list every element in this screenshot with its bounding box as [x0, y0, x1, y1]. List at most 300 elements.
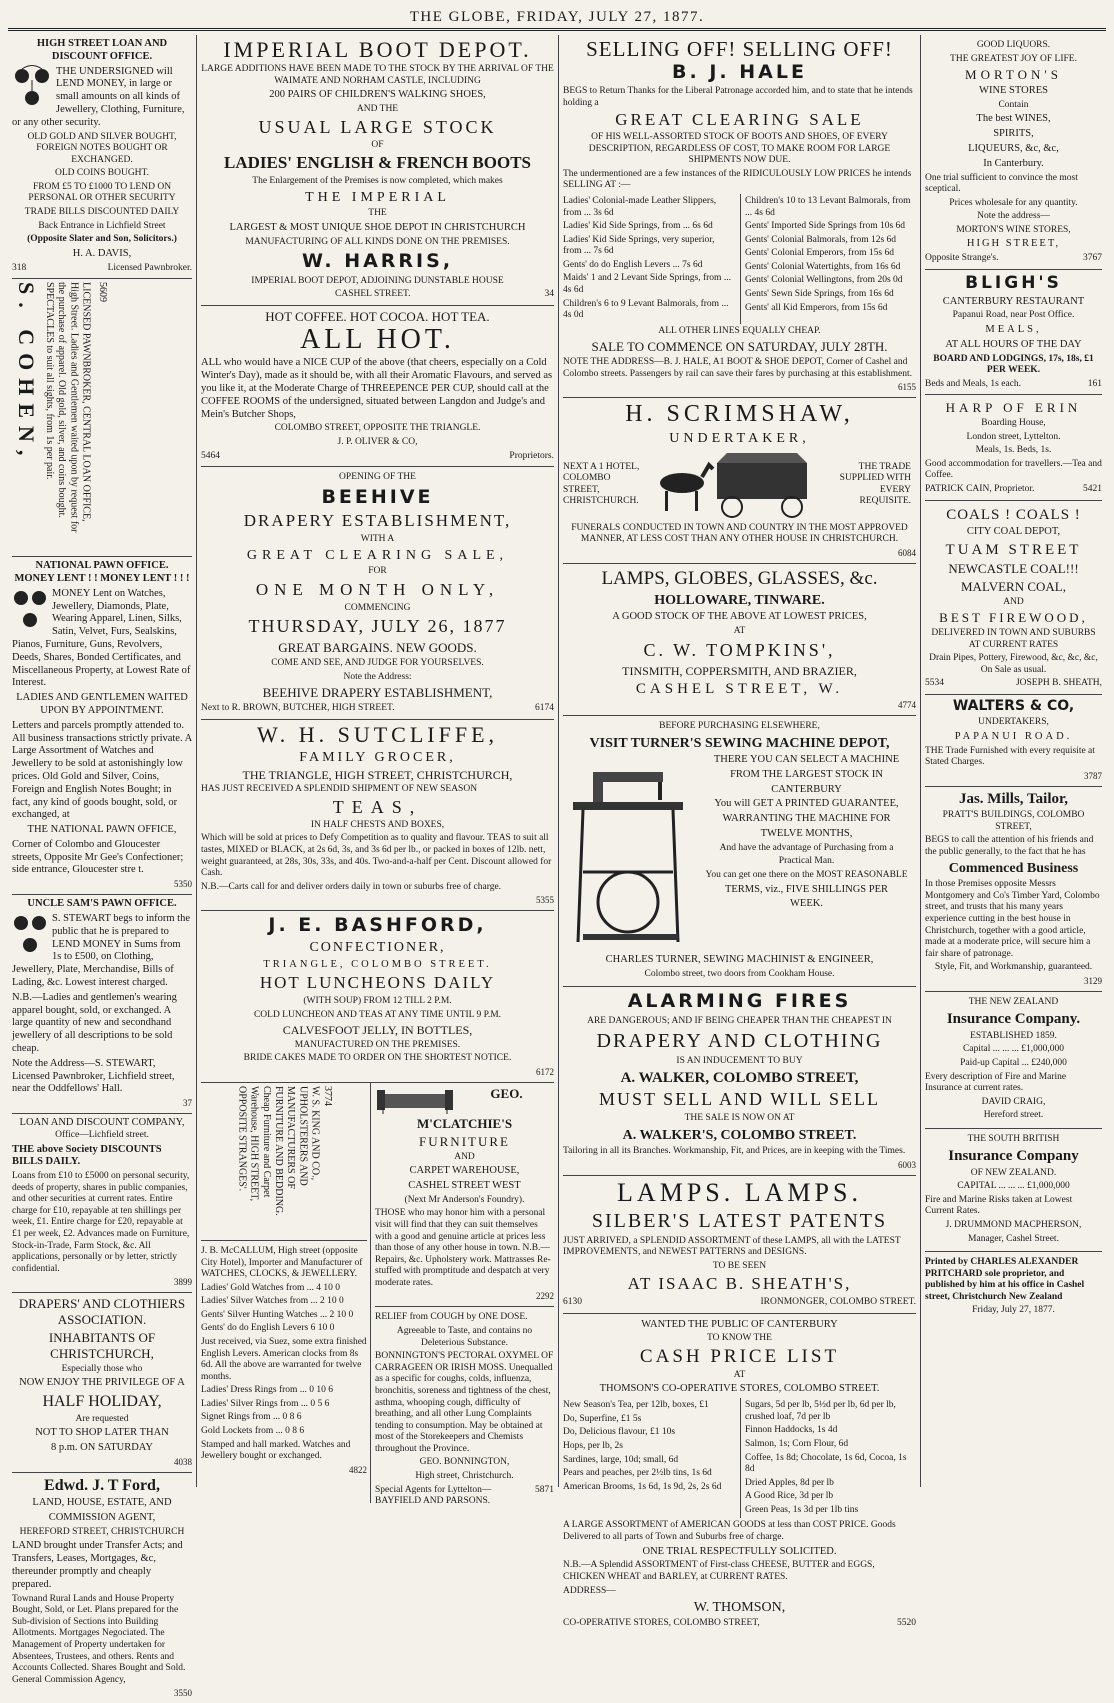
ad-thomson [563, 1314, 916, 1634]
ad-line: AND [454, 1151, 475, 1162]
ad-line: FROM £5 TO £1000 TO LEND ON PERSONAL OR OTHER SECURITY [28, 181, 176, 204]
ad-number: 5520 [897, 1618, 916, 1629]
price-row: Ladies' Dress Rings from ... 0 10 6 [201, 1385, 334, 1396]
price-row: Salmon, 1s; Corn Flour, 6d [745, 1439, 849, 1450]
ad-walker [563, 987, 916, 1175]
ad-line: WEEK. [790, 898, 823, 910]
ad-body: NOTE THE ADDRESS—B. J. HALE, A1 BOOT & SHOE DEPOT, Corner of Cashel and Colombo streets. Passengers by rail can save their fares by purchasing at this establishment. [563, 357, 913, 379]
price-list-left [563, 1398, 734, 1518]
price-row: Gents' Imported Side Springs from 10s 6d [745, 221, 906, 232]
ad-name: GEO. M'CLATCHIE'S [416, 1085, 523, 1131]
ad-line: NOT TO SHOP LATER THAN [35, 1427, 169, 1439]
price-row: Sardines, large, 10d; small, 6d [563, 1454, 679, 1465]
ad-body: N.B.—Ladies and gentlemen's wearing apparel bought, sold, or exchanged. A large quantity of new and secondhand jewellery of all descriptions to be sold cheap. [12, 991, 177, 1055]
ad-title: ALL HOT. [300, 323, 455, 355]
ad-line: HEREFORD STREET, CHRISTCHURCH [19, 1526, 185, 1537]
ad-line: IN HALF CHESTS AND BOXES, [310, 819, 445, 830]
ad-name: H. A. DAVIS, [72, 247, 132, 259]
ad-line: A. WALKER'S, COLOMBO STREET. [622, 1127, 857, 1143]
ad-line: Prices wholesale for any quantity. [949, 197, 1078, 208]
ad-line: TERMS, viz., FIVE SHILLINGS PER [724, 883, 889, 895]
ad-line: OF HIS WELL-ASSORTED STOCK OF BOOTS AND SHOES, OF EVERY DESCRIPTION, REGARDLESS OF COST, TO MAKE ROOM FOR LARGE SHIPMENTS NOW DUE. [588, 132, 891, 166]
imprint-date: Friday, July 27, 1877. [972, 1305, 1055, 1316]
masthead: THE GLOBE, FRIDAY, JULY 27, 1877. [8, 6, 1106, 31]
ad-harp-of-erin [925, 395, 1102, 500]
right-sub-column [371, 1083, 554, 1507]
ad-number: 5355 [536, 895, 554, 906]
ad-name: HARP OF ERIN [945, 400, 1082, 416]
ad-line: THE [368, 208, 387, 219]
ad-line: COME AND SEE, AND JUDGE FOR YOURSELVES. [271, 657, 484, 668]
ad-line: The best WINES, [976, 113, 1051, 125]
ad-subtitle: MONEY LENT ! ! MONEY LENT ! ! ! [14, 572, 190, 584]
ad-line: THOMSON'S CO-OPERATIVE STORES, COLOMBO STREET. [599, 1383, 880, 1395]
price-row: Do, Delicious flavour, £1 10s [563, 1427, 676, 1438]
ad-south-british [925, 1129, 1102, 1252]
ad-name: GEO. BONNINGTON, [419, 1457, 510, 1468]
ad-address: IRONMONGER, COLOMBO STREET. [760, 1297, 916, 1308]
ad-line: CONFECTIONER, [309, 940, 446, 956]
ad-line: Agreeable to Taste, and contains no Deleterious Substance. [396, 1326, 533, 1348]
ad-line: MUST SELL AND WILL SELL [599, 1089, 880, 1110]
ad-name: W. THOMSON, [693, 1600, 786, 1616]
ad-line: TEAS, [332, 797, 423, 818]
ad-line: FOR [368, 566, 387, 577]
price-row: Ladies' Kid Side Springs, very superior, from ... 7s 6d [563, 234, 715, 257]
ad-line: OF [371, 139, 384, 150]
ad-line: MORTON'S [965, 67, 1062, 83]
price-row: Gents' Colonial Emperors, from 15s 6d [745, 248, 894, 259]
ad-body: MONEY Lent on Watches, Jewellery, Diamonds, Plate, Wearing Apparel, Linen, Silks, Satin, Velvet, Furs, Sealskins, Pianos, Furniture, Guns, Revolvers, Deeds, Shares, Bonded Certificates, and Miscellaneous Property, at Lowest Rate of Interest. [12, 587, 191, 689]
ad-number: 5464 [201, 450, 220, 461]
ad-line: The undermentioned are a few instances of the RIDICULOUSLY LOW PRICES he intends SELLING AT :— [563, 168, 912, 191]
ad-line: A. WALKER, COLOMBO STREET, [620, 1070, 859, 1087]
ad-line: DRAPERY ESTABLISHMENT, [243, 510, 512, 530]
ad-body: LICENSED PAWNBROKER, CENTRAL LOAN OFFICE, High Street. Ladies and Gentlemen waited upon by request for the purchase of apparel. Old gold, silver, and coins bought. SPECTACLES to suit all sights, from 1s per pair. [44, 282, 92, 533]
ad-address: Manager, Cashel Street. [968, 1233, 1059, 1244]
ad-line: ESTABLISHED 1859. [970, 1030, 1057, 1041]
ad-line: You will GET A PRINTED GUARANTEE, [714, 798, 899, 810]
ad-line: HIGH STREET, [966, 238, 1061, 250]
ad-line: BEEHIVE DRAPERY ESTABLISHMENT, [262, 685, 493, 701]
ad-subtitle: Office—Lichfield street. [55, 1129, 149, 1140]
ad-line: Meals, 1s. Beds, 1s. [975, 445, 1052, 456]
ad-line: CARPET WAREHOUSE, [409, 1165, 520, 1177]
ad-line: CASHEL STREET, W. [635, 681, 844, 698]
ad-line: HAS JUST RECEIVED A SPLENDID SHIPMENT OF NEW SEASON [201, 784, 478, 795]
ad-line: THE IMPERIAL [305, 190, 450, 206]
ad-name: Edwd. J. T Ford, [44, 1476, 160, 1494]
ad-line: MORTON'S WINE STORES, [956, 224, 1071, 235]
ad-line: BEFORE PURCHASING ELSEWHERE, [659, 721, 820, 732]
ad-number: 5350 [174, 879, 192, 890]
ad-body: THE Trade Furnished with every requisite at Stated Charges. [925, 745, 1095, 768]
ad-line: Opposite Strange's. [925, 253, 999, 264]
ad-line: TUAM STREET [945, 541, 1082, 558]
sofa-illustration-icon [375, 1086, 455, 1116]
price-row: Ladies' Silver Rings from ... 0 5 6 [201, 1398, 330, 1409]
ad-line: AND [1003, 596, 1024, 607]
ad-line: OPENING OF THE [339, 472, 416, 483]
ad-body: Which will be sold at prices to Defy Competition as to quality and flavour. TEAS to suit all tastes, MIXED or BLACK, at 2s 6d, 3s, and 3s 6d per lb., or packed in boxes of 12lb. nett, weight guaranteed, at 28s, 30s, 33s, and 40s. Two-and-a-half per Cent. Discount allowed for Cash. [201, 833, 552, 879]
ad-line: AT ALL HOURS OF THE DAY [945, 338, 1082, 350]
ad-title: LAMPS. LAMPS. [617, 1177, 862, 1207]
ad-line: BEST FIREWOOD, [939, 610, 1088, 626]
ad-line: PRATT'S BUILDINGS, COLOMBO STREET, [942, 809, 1085, 832]
ad-line: ALL OTHER LINES EQUALLY CHEAP. [658, 325, 821, 336]
ad-line: AT ISAAC B. SHEATH'S, [627, 1274, 852, 1294]
ad-line: (Opposite Slater and Son, Solicitors.) [27, 234, 177, 245]
imprint-text: Printed by CHARLES ALEXANDER PRITCHARD sole proprietor, and published by him at his office in Cashel street, Christchurch New Zealand [925, 1257, 1085, 1302]
pawnbroker-balls-icon [12, 66, 52, 112]
ad-name: J. P. OLIVER & CO, [337, 436, 418, 447]
ad-name: J. E. BASHFORD, [268, 914, 487, 937]
ad-line: WITH A [360, 533, 395, 544]
ad-turner [563, 716, 916, 987]
price-row: Signet Rings from ... 0 8 6 [201, 1412, 302, 1423]
ad-mortons [925, 35, 1102, 270]
ad-number: 2292 [536, 1291, 554, 1302]
ad-number: 4774 [898, 700, 916, 711]
ad-line: UNDERTAKERS, [978, 717, 1049, 728]
ad-line: GREAT CLEARING SALE, [246, 548, 509, 564]
ad-nz-insurance [925, 992, 1102, 1129]
ad-drapers [12, 1293, 192, 1472]
ad-line: CANTERBURY RESTAURANT [942, 295, 1085, 307]
ad-line: 200 PAIRS OF CHILDREN'S WALKING SHOES, [269, 89, 486, 101]
pawnbroker-balls-icon [12, 588, 48, 632]
ad-line: NEXT A 1 HOTEL, COLOMBO STREET, CHRISTCHURCH. [563, 461, 640, 507]
column-1 [8, 35, 196, 1699]
ad-line: COMMISSION AGENT, [48, 1512, 156, 1524]
price-row: Ladies' Colonial-made Leather Slippers, from ... 3s 6d [563, 196, 717, 218]
ad-address: Hereford street. [983, 1110, 1044, 1121]
ad-line: LADIES AND GENTLEMEN WAITED UPON BY APPOINTMENT. [16, 692, 188, 716]
ad-number: 6084 [898, 547, 916, 558]
ad-line: TRIANGLE, COLOMBO STREET. [263, 958, 492, 970]
hearse-illustration-icon [647, 449, 827, 521]
ad-title: COALS ! COALS ! [946, 506, 1081, 523]
ad-address: Note the Address—S. STEWART, Licensed Pawnbroker, Lichfield street, near the Oddfellows' Hall. [12, 1057, 175, 1095]
ad-line: FURNITURE [419, 1133, 510, 1149]
ad-body: Tailoring in all its Branches. Workmanship, Fit, and Prices, are in keeping with the Times. [563, 1146, 906, 1157]
ad-line: Beds and Meals, 1s each. [925, 378, 1022, 389]
ad-address: CO-OPERATIVE STORES, COLOMBO STREET, [563, 1618, 760, 1629]
price-row: American Brooms, 1s 6d, 1s 9d, 2s, 2s 6d [563, 1481, 722, 1492]
ad-address: High street, Christchurch. [415, 1470, 514, 1481]
price-list [563, 194, 916, 324]
ad-name: W. HARRIS, [301, 250, 454, 273]
ad-number: 4822 [349, 1464, 367, 1475]
ad-high-street-loan [12, 35, 192, 279]
ad-name: Insurance Company [948, 1148, 1079, 1165]
ad-uncle-sams [12, 895, 192, 1114]
ad-line: TO BE SEEN [712, 1260, 767, 1271]
ad-bonnington [375, 1307, 554, 1511]
ad-body: W. S. KING AND CO., UPHOLSTERERS AND MANUFACTURERS OF FURNITURE AND BEDDING. Cheap Furniture and Carpet Warehouse, HIGH STREET, OPPOSITE STRANGES'. [236, 1085, 321, 1216]
ad-line: SPIRITS, [993, 128, 1034, 140]
ad-body: Stamped and hall marked. Watches and Jewellery bought or exchanged. [201, 1439, 351, 1462]
ad-line: And have the advantage of Purchasing from a [719, 842, 894, 853]
ad-name: BLIGH'S [965, 272, 1062, 293]
ad-line: UNDERTAKER, [669, 430, 810, 446]
ad-line: Good accommodation for travellers.—Tea and Coffee. [925, 458, 1102, 481]
ad-line: WARRANTING THE MACHINE FOR [722, 813, 891, 825]
ad-body: N.B.—Carts call for and deliver orders daily in town or suburbs free of charge. [201, 881, 502, 892]
ad-title: UNCLE SAM'S PAWN OFFICE. [27, 898, 177, 910]
ad-mcclatchie [375, 1083, 554, 1307]
ad-number: 5534 [925, 678, 944, 689]
ad-line: MANUFACTURING OF ALL KINDS DONE ON THE PREMISES. [245, 236, 510, 247]
ad-number: 5421 [1083, 484, 1102, 495]
ad-mccallum [201, 1241, 367, 1480]
ad-body: BONNINGTON'S PECTORAL OXYMEL OF CARRAGEEN OR IRISH MOSS. Unequalled as a specific for coughs, colds, influenza, bronchitis, soreness and tightness of the chest, asthma, whooping cough, difficulty of breathing, and all other Lung Complaints tending to consumption. May be obtained at most of the Storekeepers and Chemists throughout the Province. [375, 1351, 554, 1454]
ad-line: TINSMITH, COPPERSMITH, AND BRAZIER, [622, 663, 857, 678]
ad-line: NEWCASTLE COAL!!! [948, 561, 1079, 576]
ad-address: COLOMBO STREET, OPPOSITE THE TRIANGLE. [274, 423, 481, 434]
ad-title: DRAPERS' AND CLOTHIERS ASSOCIATION. [18, 1296, 186, 1328]
ad-body: N.B.—A Splendid ASSORTMENT of First-class CHEESE, BUTTER and EGGS, CHICKEN WHEAT and BARLEY, at CURRENT RATES. [563, 1560, 875, 1583]
ad-signature: J. DRUMMOND MACPHERSON, [945, 1220, 1082, 1231]
ad-name: C. W. TOMPKINS', [643, 639, 836, 660]
ad-line: Back Entrance in Lichfield Street [38, 220, 166, 231]
ad-cohen [12, 279, 192, 557]
ad-body: ALL who would have a NICE CUP of the above (that cheers, especially on a Cold Winter's Day), made as it should be, with all their Aromatic Flavours, and served as you like it, at the Moderate Charge of THREEPENCE PER CUP, should call at the COFFEE ROOMS of the undersigned, situated between Langdon and Judge's and Mein's Butcher Shops, [201, 357, 553, 420]
ad-line: One trial sufficient to convince the most sceptical. [925, 172, 1078, 195]
price-row: Pears and peaches, per 2½lb tins, 1s 6d [563, 1468, 712, 1479]
ad-line: TO KNOW THE [707, 1333, 772, 1344]
ad-number: 4038 [174, 1456, 192, 1467]
price-row: Sugars, 5d per lb, 5½d per lb, 6d per lb, crushed loaf, 7d per lb [745, 1400, 896, 1422]
printer-imprint [925, 1252, 1102, 1317]
ad-name: S. COHEN, [13, 282, 39, 464]
ad-signature: CHARLES TURNER, SEWING MACHINIST & ENGINEER, [605, 954, 874, 966]
ad-line: BOARD AND LODGINGS, 17s, 18s, £1 PER WEEK. [933, 353, 1094, 376]
ad-name: W. H. SUTCLIFFE, [256, 721, 499, 747]
ad-line: Papanui Road, near Post Office. [952, 310, 1075, 321]
ad-name: H. SCRIMSHAW, [625, 401, 854, 428]
ad-body: BEGS to Return Thanks for the Liberal Patronage accorded him, and to state that he intends holding a [563, 86, 913, 108]
ad-line: London street, Lyttelton. [966, 431, 1061, 442]
ad-line: WANTED THE PUBLIC OF CANTERBURY [641, 1318, 838, 1330]
ad-body: THOSE who may honor him with a personal visit will find that they can suit themselves with a good and genuine article at prices less than those of any other house in town. N.B.—Repairs, &c. Upholstery work. Mattrasses Re-stuffed with promptitude and despatch at very moderate rates. [375, 1208, 551, 1288]
ad-tompkins [563, 564, 916, 716]
sewing-machine-illustration-icon [563, 752, 693, 952]
ad-line: Note the address— [977, 211, 1050, 222]
ad-body: Every description of Fire and Marine Insurance at current rates. [925, 1071, 1067, 1094]
ad-line: LADIES' ENGLISH & FRENCH BOOTS [223, 153, 531, 173]
price-row: Gents' Colonial Wellingtons, from 20s 0d [745, 275, 903, 286]
price-row: Gents' Silver Hunting Watches ... 2 10 0 [201, 1309, 354, 1320]
column-3 [558, 35, 920, 1629]
ad-all-hot [201, 306, 554, 467]
ad-head: THE above Society DISCOUNTS BILLS DAILY. [12, 1143, 162, 1168]
ad-body: Just received, via Suez, some extra finished English Levers. American clocks from 8s 6d. All the above are warranted for twelve months. [201, 1337, 367, 1382]
price-list-right [740, 194, 916, 324]
ad-line: TRADE BILLS DISCOUNTED DAILY [24, 207, 180, 218]
ad-city-coal [925, 501, 1102, 695]
price-row: Children's 6 to 9 Levant Balmorals, from ... 4s 0d [563, 298, 729, 321]
price-row: Coffee, 1s 8d; Chocolate, 1s 6d, Cocoa, 1s 8d [745, 1452, 907, 1475]
ad-name: B. J. HALE [672, 61, 807, 84]
ad-line: HALF HOLIDAY, [42, 1393, 162, 1411]
ad-line: FAMILY GROCER, [299, 749, 456, 765]
ad-signature: DAVID CRAIG, [981, 1096, 1046, 1107]
ad-line: DRAPERY AND CLOTHING [596, 1030, 883, 1053]
column-2 [196, 35, 558, 1507]
ad-title: HIGH STREET LOAN AND DISCOUNT OFFICE. [36, 38, 168, 62]
ad-line: DELIVERED IN TOWN AND SUBURBS AT CURRENT RATES [931, 628, 1096, 650]
ad-body [697, 752, 916, 952]
ad-line: (WITH SOUP) FROM 12 TILL 2 P.M. [303, 996, 452, 1007]
ad-line: ARE DANGEROUS; AND IF BEING CHEAPER THAN THE CHEAPEST IN [587, 1015, 892, 1026]
ad-number: 5609 [96, 282, 108, 303]
ad-number: 37 [183, 1098, 192, 1109]
ad-line: SILBER'S LATEST PATENTS [591, 1210, 888, 1233]
ad-body: J. B. McCALLUM, High street (opposite City Hotel), Importer and Manufacturer of WATCHES, CLOCKS, & JEWELLERY. [201, 1245, 363, 1280]
price-row: Gold Lockets from ... 0 8 6 [201, 1426, 305, 1437]
ad-number: 34 [544, 289, 554, 300]
ad-body: THE UNDERSIGNED will LEND MONEY, in large or small amounts on all kinds of Jewellery, Clothing, Furniture, or any other security. [12, 65, 185, 128]
ad-title: VISIT TURNER'S SEWING MACHINE DEPOT, [589, 735, 890, 751]
price-row: Ladies' Silver Watches from ... 2 10 0 [201, 1296, 344, 1307]
ad-line: THE NEW ZEALAND [968, 996, 1059, 1007]
ad-signature: Licensed Pawnbroker. [107, 262, 192, 273]
ad-ford [12, 1473, 192, 1703]
ad-imperial-boot [201, 35, 554, 306]
ad-head: RELIEF from COUGH by ONE DOSE. [375, 1312, 528, 1323]
price-row: Hops, per lb, 2s [563, 1441, 623, 1452]
ad-number: 3899 [174, 1277, 192, 1288]
ad-body: FUNERALS CONDUCTED IN TOWN AND COUNTRY IN THE MOST APPROVED MANNER, AT LESS COST THAN ANY OTHER HOUSE IN CHRISTCHURCH. [571, 522, 908, 545]
ad-walters [925, 695, 1102, 787]
ad-line: AT [733, 625, 746, 636]
price-list-left [563, 194, 734, 324]
ad-title: LOAN AND DISCOUNT COMPANY, [19, 1117, 185, 1129]
ad-line: A GOOD STOCK OF THE ABOVE AT LOWEST PRICES, [612, 611, 867, 623]
price-row: Gents' Colonial Watertights, from 16s 6d [745, 261, 901, 272]
ad-line: Especially those who [61, 1363, 143, 1374]
ad-line: Commenced Business [948, 861, 1079, 877]
ad-line: Are requested [75, 1413, 129, 1424]
ad-scrimshaw [563, 398, 916, 564]
ad-number: 318 [12, 262, 27, 273]
price-list [563, 1398, 916, 1518]
ad-line: ONE TRIAL RESPECTFULLY SOLICITED. [642, 1545, 837, 1557]
ad-line: CANTERBURY [771, 783, 842, 795]
ad-line: THURSDAY, JULY 26, 1877 [248, 616, 507, 637]
ad-line: CASHEL STREET WEST [408, 1180, 521, 1192]
ad-line: USUAL LARGE STOCK [258, 116, 497, 137]
ad-number: 3129 [1084, 975, 1102, 986]
ad-number: 3787 [1084, 770, 1102, 781]
ad-body: JUST ARRIVED, a SPLENDID ASSORTMENT of these LAMPS, all with the LATEST IMPROVEMENTS, and NEWEST PATTERNS and DESIGNS. [563, 1235, 901, 1258]
ad-signature: JOSEPH B. SHEATH, [1015, 678, 1102, 689]
price-list-right [740, 1398, 916, 1518]
ad-line: THE NATIONAL PAWN OFFICE, [27, 824, 177, 836]
ad-line: In Canterbury. [983, 157, 1044, 169]
price-row: Gents' do do English Levers ... 7s 6d [563, 259, 703, 270]
price-row: Finnon Haddocks, 1s 4d [745, 1425, 838, 1436]
ad-signature: Proprietors. [509, 450, 554, 461]
ad-body: Fire and Marine Risks taken at Lowest Current Rates. [925, 1194, 1073, 1217]
ad-sutcliffe [201, 720, 554, 912]
ad-line: Capital ... ... ... £1,000,000 [962, 1044, 1065, 1055]
ad-line: OLD COINS BOUGHT. [54, 168, 150, 179]
ad-line: CASHEL STREET. [335, 289, 411, 300]
ad-line: Note the Address: [343, 671, 412, 682]
ad-body: S. STEWART begs to inform the public that he is prepared to LEND MONEY in Sums from 1s to £500, on Clothing, Jewellery, Plate, Merchandise, Bills of Lading, &c. Lowest interest charged. [12, 913, 191, 989]
ad-line: COLD LUNCHEON AND TEAS AT ANY TIME UNTIL 9 P.M. [253, 1009, 502, 1020]
ad-line: Next to R. BROWN, BUTCHER, HIGH STREET. [201, 703, 395, 713]
price-row: Ladies' Kid Side Springs, from ... 6s 6d [563, 221, 713, 232]
ad-line: MANUFACTURED ON THE PREMISES. [294, 1039, 461, 1050]
price-row: Ladies' Gold Watches from ... 4 10 0 [201, 1282, 341, 1293]
ad-number: 6174 [535, 703, 554, 713]
price-row: Green Peas, 1s 3d per 1lb tins [745, 1504, 859, 1515]
ad-line: COMMENCING [344, 602, 411, 613]
ad-title: CASH PRICE LIST [639, 1346, 840, 1368]
ad-line: THE TRADE SUPPLIED WITH EVERY REQUISITE. [839, 461, 911, 507]
price-row: A Good Rice, 3d per lb [745, 1491, 834, 1502]
ad-title: LAMPS, GLOBES, GLASSES, &c. [601, 567, 878, 589]
ad-title: SELLING OFF! SELLING OFF! [586, 37, 893, 61]
ad-body: Loans from £10 to £5000 on personal security, deeds of property, shares in public companies, and other securities at current rates. Entire charge for £10, repayable at ten shillings per week, £1. Entire charge for £20, repayable at £1 per week, £2. Advances made on Furniture, Stock-in-Trade, Farm Stock, &c. All applications, personally or by letter, strictly confidential. [12, 1171, 190, 1274]
ad-line: MEALS, [985, 323, 1042, 335]
ad-title: IMPERIAL BOOT DEPOT. [223, 37, 532, 62]
ad-name: WALTERS & CO, [952, 698, 1075, 715]
ad-line: Boarding House, [981, 418, 1046, 429]
ad-number: 5871 [535, 1484, 554, 1495]
ad-line: AT [733, 1369, 746, 1380]
ad-line: LIQUEURS, &c, &c, [968, 142, 1059, 154]
ad-line: LAND, HOUSE, ESTATE, AND [32, 1497, 172, 1509]
ad-line: IS AN INDUCEMENT TO BUY [676, 1055, 803, 1066]
pawnbroker-balls-icon [12, 913, 48, 957]
ad-line: THE TRIANGLE, HIGH STREET, CHRISTCHURCH, [242, 767, 513, 782]
ad-number: 161 [1087, 378, 1102, 389]
price-row: Maids' 1 and 2 Levant Side Springs, from ... 4s 6d [563, 273, 731, 296]
price-row: Gents' Colonial Balmorals, from 12s 6d [745, 234, 897, 245]
ad-sheath-lamps [563, 1176, 916, 1314]
ad-loan-discount [12, 1114, 192, 1293]
ad-number: 6130 [563, 1297, 582, 1308]
price-row: Children's 10 to 13 Levant Balmorals, from ... 4s 6d [745, 196, 911, 218]
ad-body: Townand Rural Lands and House Property Bought, Sold, or Let. Plans prepared for the Sub-division of Sections into Building Allotments. Mortgages Negociated. The Management of Property undertaken for Absentees, Trustees, and others. Rents and Accounts Collected. Shares Bought and Sold. General Commission Agency, [12, 1593, 186, 1685]
ad-hale [563, 35, 916, 398]
ad-line: CITY COAL DEPOT, [966, 525, 1061, 537]
price-row: Gents' do do English Levers 6 10 0 [201, 1323, 335, 1334]
ad-line: THE GREATEST JOY OF LIFE. [950, 53, 1077, 64]
ad-title: NATIONAL PAWN OFFICE. [35, 560, 169, 572]
ad-line: Contain [998, 99, 1029, 110]
price-row: Do, Superfine, £1 5s [563, 1413, 642, 1424]
price-row: Gents' all Kid Emperors, from 15s 6d [745, 302, 888, 313]
column-4 [920, 35, 1106, 1487]
ad-number: 6155 [898, 382, 916, 393]
ad-line: OLD GOLD AND SILVER BOUGHT, FOREIGN NOTES BOUGHT OR EXCHANGED. [27, 131, 177, 165]
ad-number: 6003 [898, 1159, 916, 1170]
ad-national-pawn [12, 557, 192, 895]
ad-line: HOLLOWARE, TINWARE. [654, 593, 825, 609]
ad-name: Jas. Mills, Tailor, [958, 790, 1069, 807]
ad-line: TWELVE MONTHS, [760, 828, 853, 840]
ad-line: Style, Fit, and Workmanship, guaranteed. [934, 962, 1093, 973]
ad-title: ALARMING FIRES [627, 990, 852, 1013]
bottom-block [201, 1083, 554, 1507]
left-sub-column [201, 1083, 371, 1503]
ad-line: IMPERIAL BOOT DEPOT, ADJOINING DUNSTABLE HOUSE [251, 275, 504, 286]
